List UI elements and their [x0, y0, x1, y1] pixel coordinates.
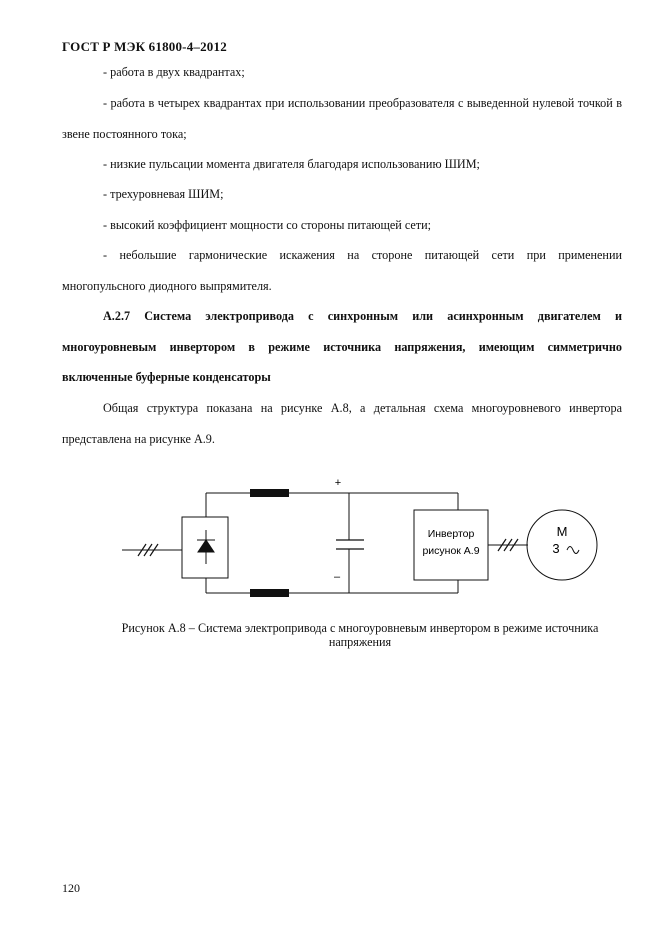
list-item: - высокий коэффициент мощности со стороны питающей сети; [103, 218, 432, 232]
page-number: 120 [62, 881, 80, 895]
document-header: ГОСТ Р МЭК 61800-4–2012 [62, 39, 227, 54]
list-item: - небольшие гармонические искажения на стороне питающей сети при применении многопульсного диодного выпрямителя. [62, 248, 622, 293]
list-item: - низкие пульсации момента двигателя благодаря использованию ШИМ; [103, 157, 480, 171]
inductor-bottom [250, 589, 289, 597]
body-paragraph: Общая структура показана на рисунке А.8, а детальная схема многоуровневого инвертора представлена на рисунке А.9. [62, 401, 622, 446]
inductor-top [250, 489, 289, 497]
motor-label-m: М [556, 524, 568, 539]
inverter-label-line1: Инвертор [427, 528, 475, 540]
list-item: - трехуровневая ШИМ; [103, 187, 224, 201]
minus-label: – [333, 571, 341, 583]
circuit-svg [100, 470, 620, 610]
section-heading: А.2.7 Система электропривода с синхронным или асинхронным двигателем и многоуровневым инвертором в режиме источника напряжения, имеющим симметрично включенные буферные конденсаторы [62, 309, 622, 384]
plus-label: + [334, 477, 342, 489]
list-item: - работа в двух квадрантах; [103, 65, 245, 79]
circuit-diagram [100, 470, 620, 610]
inverter-label-line2: рисунок А.9 [422, 545, 480, 557]
figure-caption: Рисунок А.8 – Система электропривода с многоуровневым инвертором в режиме источника напряжения [121, 621, 599, 649]
motor-symbol [527, 510, 597, 580]
motor-label-phases: 3 [552, 541, 560, 556]
diode-symbol [197, 530, 215, 564]
ac-wave-icon [567, 547, 579, 554]
list-item: - работа в четырех квадрантах при использовании преобразователя с выведенной нулевой точкой в звене постоянного тока; [62, 96, 622, 141]
